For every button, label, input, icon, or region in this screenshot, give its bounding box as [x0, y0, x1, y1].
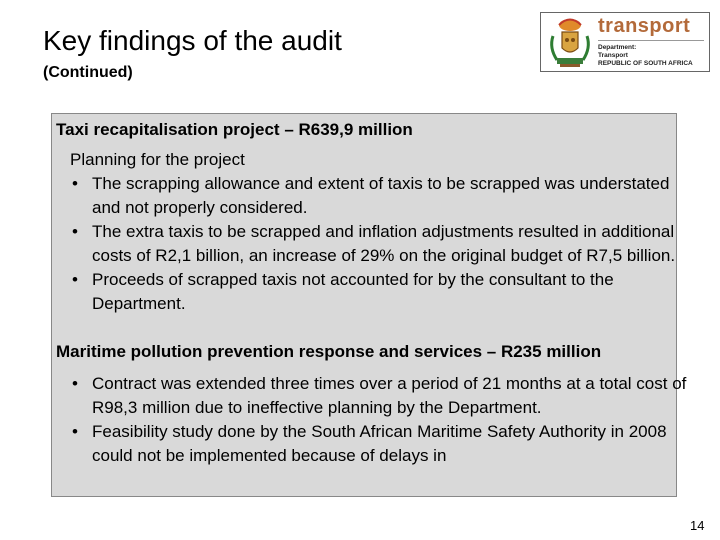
logo-divider	[598, 40, 704, 41]
bullet-dot: •	[72, 174, 78, 193]
bullet-item	[56, 420, 696, 468]
bullet-list	[56, 372, 696, 468]
bullet-text: The extra taxis to be scrapped and inflation adjustments resulted in additional costs of R2,1 billion, an increase of 29% on the original budget of R7,5 billion.	[92, 222, 676, 265]
bullet-dot: •	[72, 270, 78, 289]
logo-brand-text: transport	[598, 15, 691, 37]
section-heading: Taxi recapitalisation project – R639,9 million	[56, 120, 413, 139]
transport-logo	[540, 12, 710, 72]
slide-subtitle: (Continued)	[43, 64, 133, 81]
logo-line: REPUBLIC OF SOUTH AFRICA	[598, 60, 693, 67]
slide-title: Key findings of the audit	[43, 25, 342, 56]
logo-line: Department:	[598, 44, 637, 51]
logo-line: Transport	[598, 52, 628, 59]
bullet-text: Feasibility study done by the South African Maritime Safety Authority in 2008 could not be implemented because of delays in	[92, 422, 667, 465]
bullet-list	[56, 172, 696, 316]
bullet-dot: •	[72, 222, 78, 241]
bullet-dot: •	[72, 374, 78, 393]
bullet-item	[56, 372, 696, 420]
spacer	[56, 316, 696, 340]
bullet-text: Contract was extended three times over a period of 21 months at a total cost of R98,3 million due to ineffective planning by the Department.	[92, 374, 687, 417]
section-heading: Maritime pollution prevention response and services – R235 million	[56, 342, 602, 361]
bullet-item	[56, 220, 696, 268]
bullet-dot: •	[72, 422, 78, 441]
bullet-text: The scrapping allowance and extent of taxis to be scrapped was understated and not properly considered.	[92, 174, 670, 217]
bullet-item	[56, 172, 696, 220]
bullet-item	[56, 268, 696, 316]
logo-department-text	[598, 44, 693, 68]
section-lead: Planning for the project	[70, 150, 245, 169]
coat-of-arms-icon	[545, 16, 595, 68]
page-number: 14	[690, 518, 705, 533]
slide-body	[56, 118, 696, 468]
bullet-text: Proceeds of scrapped taxis not accounted for by the consultant to the Department.	[92, 270, 614, 313]
